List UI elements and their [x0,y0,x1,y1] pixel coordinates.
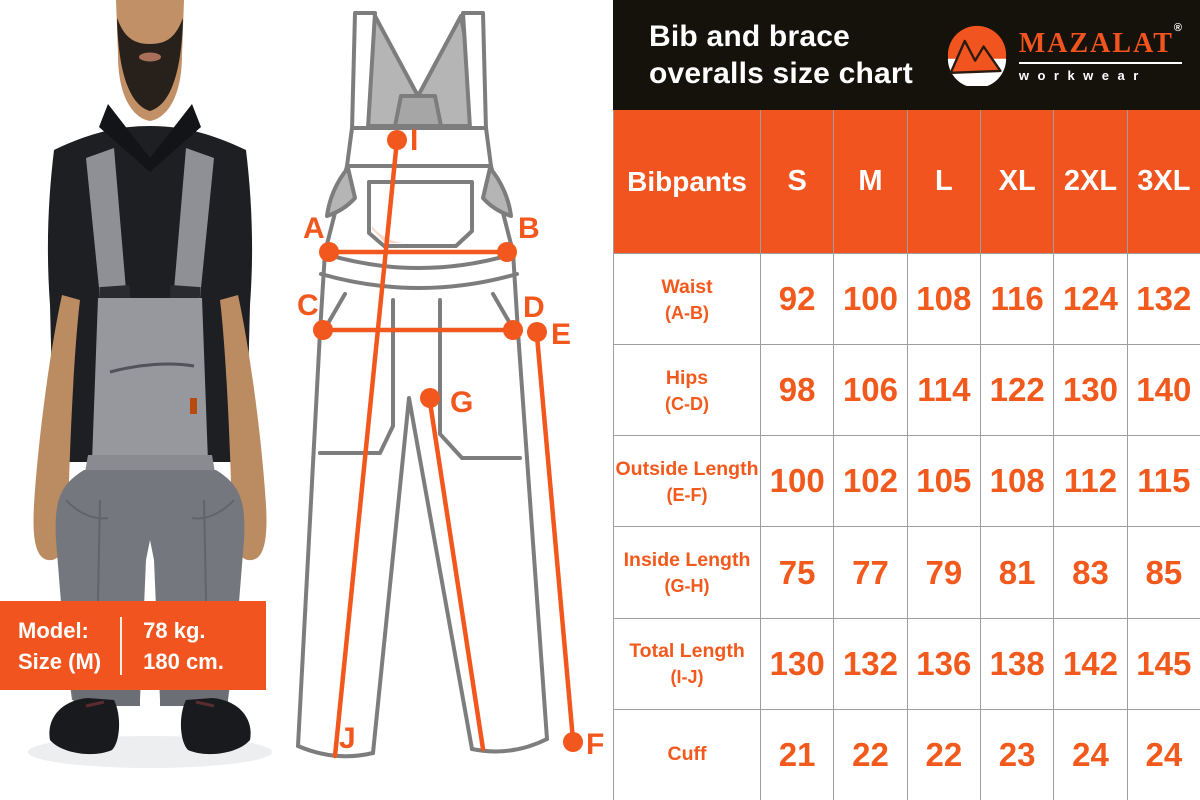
point-f-label: F [586,728,605,761]
fly-panel-seams [320,300,520,458]
model-stats-block [143,615,224,677]
table-value: 140 [1136,371,1192,409]
registered-mark: ® [1173,21,1182,34]
table-value: 108 [916,280,972,318]
row-header-cuff [614,710,760,800]
row-points: (E-F) [666,484,708,505]
table-value: 100 [769,462,825,500]
column-header-m: M [834,110,906,253]
waist-seam-lower [321,274,517,288]
table-value: 115 [1137,462,1191,500]
model-size-block [18,615,101,677]
row-header-total-length [614,619,760,709]
table-value: 112 [1063,462,1118,500]
bib-band [347,128,491,166]
table-value: 75 [778,553,816,591]
column-header-l: L [908,110,980,253]
row-header-inside-length [614,527,760,617]
chart-title-bar [613,0,1200,110]
point-g-dot [420,388,440,408]
table-value: 22 [925,735,963,773]
brand-name: MAZALAT [1018,27,1174,59]
row-points: (C-D) [665,393,709,414]
row-header-waist [614,254,760,344]
table-value: 136 [916,644,972,682]
point-b-dot [497,242,517,262]
mountain-logo-icon [946,24,1008,86]
table-value: 108 [989,462,1045,500]
row-label: Cuff [667,743,707,766]
model-weight: 78 kg. [143,617,206,643]
column-header-2xl: 2XL [1054,110,1126,253]
table-value: 81 [998,553,1036,591]
model-photo [0,0,300,800]
point-c-label: C [297,289,319,322]
model-info-box [0,601,266,690]
table-value: 23 [998,735,1036,773]
model-height: 180 cm. [143,648,224,674]
right-shoe [181,698,251,754]
row-label: Inside Length [623,549,751,572]
point-a-label: A [303,212,325,245]
table-value: 138 [989,644,1045,682]
point-e-dot [527,322,547,342]
table-value: 24 [1072,735,1109,773]
brand-logo [946,21,1182,86]
table-value: 130 [1062,371,1119,409]
left-shoe [49,698,119,754]
brand-tagline: workwear [1019,62,1182,83]
table-value: 105 [916,462,972,500]
table-value: 124 [1062,280,1119,318]
bib-tag [190,398,197,414]
table-value: 83 [1072,553,1109,591]
point-i-dot [387,130,407,150]
column-header-s: S [761,110,833,253]
measurement-diagram [295,0,615,800]
row-points: (I-J) [670,667,704,688]
row-points: (G-H) [664,576,710,597]
chart-title [649,18,913,92]
chart-title-line2: overalls size chart [649,57,913,90]
table-value: 132 [842,644,899,682]
row-points: (A-B) [665,302,709,323]
model-box-divider [120,617,122,675]
table-value: 92 [778,280,816,318]
row-header-hips [614,345,760,435]
hip-side-seams [320,252,518,332]
overalls-line-drawing [295,0,615,800]
brand-wordmark [1018,21,1182,83]
table-value: 132 [1136,280,1192,318]
table-value: 24 [1145,735,1183,773]
row-label: Waist [661,275,713,298]
table-value: 22 [852,735,889,773]
chest-pocket [369,182,472,246]
column-header-xl: XL [981,110,1053,253]
table-value: 106 [842,371,899,409]
point-f-dot [563,732,583,752]
table-value: 102 [842,462,899,500]
table-value: 85 [1145,553,1183,591]
point-d-label: D [523,291,545,324]
table-value: 114 [917,371,971,409]
waist-seam-upper [325,254,513,268]
size-table [613,110,1200,800]
table-value: 79 [925,553,963,591]
row-label: Total Length [629,640,745,663]
bib [92,298,208,462]
point-c-dot [313,320,333,340]
table-value: 21 [778,735,816,773]
table-value: 145 [1136,644,1192,682]
table-value: 98 [778,371,816,409]
point-j-label: J [339,722,356,755]
model-label: Model: [18,617,89,643]
point-e-label: E [551,318,572,351]
front-pocket-slants [323,294,515,332]
column-header-3xl: 3XL [1128,110,1200,253]
point-a-dot [319,242,339,262]
point-d-dot [503,320,523,340]
table-value: 116 [990,280,1044,318]
row-label: Hips [665,366,709,389]
point-b-label: B [518,212,540,245]
lips [139,53,161,62]
column-header-bibpants: Bibpants [614,110,760,253]
table-value: 100 [842,280,899,318]
table-value: 77 [852,553,889,591]
table-value: 142 [1062,644,1119,682]
row-header-outside-length [614,436,760,526]
table-value: 122 [989,371,1045,409]
back-yoke [395,96,441,126]
point-i-label: I [410,124,419,157]
point-g-label: G [450,386,474,419]
chart-title-line1: Bib and brace [649,20,850,53]
table-value: 130 [769,644,825,682]
row-label: Outside Length [615,457,759,480]
model-size: Size (M) [18,648,102,674]
